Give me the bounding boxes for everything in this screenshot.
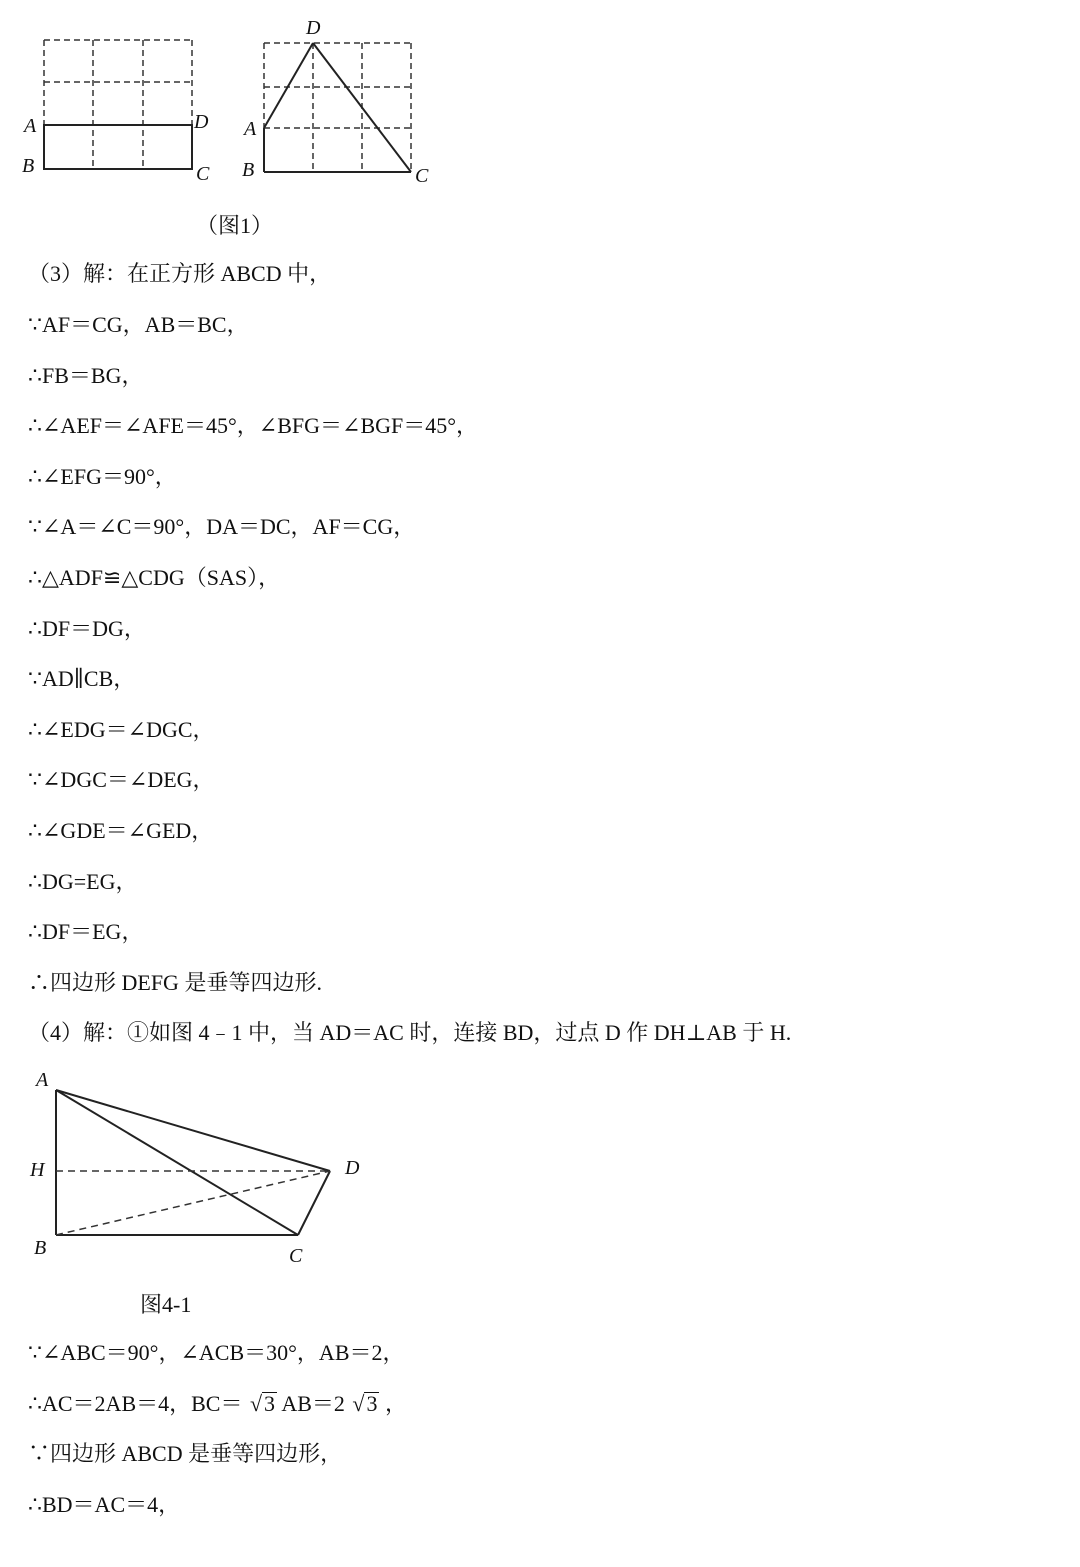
label-d-top: D: [306, 17, 321, 39]
part3-line-4: ∴∠AEF＝∠AFE＝45°，∠BFG＝∠BGF＝45°，: [28, 413, 479, 438]
part3-line-5: ∴∠EFG＝90°，: [28, 464, 177, 489]
part3-line-7: ∴△ADF≌△CDG（SAS），: [28, 565, 281, 590]
part3-line-3: ∴FB＝BG，: [28, 363, 144, 388]
figure-1-diagram: [0, 0, 480, 200]
part3-line-8: ∴DF＝DG，: [28, 616, 146, 641]
label-a: A: [36, 1069, 49, 1091]
label-h: H: [30, 1159, 45, 1181]
part3-line-9: ∵AD∥CB，: [28, 666, 136, 691]
label-b-right: B: [242, 159, 255, 181]
label-a-right: A: [244, 118, 257, 140]
part3-line-15: ∴四边形 DEFG 是垂等四边形.: [28, 970, 322, 995]
part4-line-2: [28, 1390, 407, 1418]
sqrt-three-2: √3: [352, 1391, 378, 1416]
part4-line-3: ∵四边形 ABCD 是垂等四边形，: [28, 1441, 343, 1466]
label-a: A: [24, 115, 37, 137]
right-quadrilateral-abcd: [264, 43, 411, 172]
figure-4-1-diagram: [0, 1060, 400, 1270]
part4-intro: （4）解：①如图 4﹣1 中，当 AD＝AC 时，连接 BD，过点 D 作 DH⊥AB 于 H.: [28, 1020, 792, 1045]
figure-1-caption: （图1）: [196, 213, 274, 238]
left-grid-figure: [44, 40, 192, 169]
left-rectangle-abcd: [44, 125, 192, 169]
part4-line-2-text-b: AB＝2: [281, 1391, 345, 1416]
part3-line-2: ∵AF＝CG，AB＝BC，: [28, 312, 249, 337]
right-grid-figure: [264, 43, 411, 172]
part3-line-1: （3）解：在正方形 ABCD 中，: [28, 261, 332, 286]
part4-line-2-text-c: ，: [384, 1391, 407, 1416]
part3-line-6: ∵∠A＝∠C＝90°，DA＝DC，AF＝CG，: [28, 514, 416, 539]
part3-line-12: ∴∠GDE＝∠GED，: [28, 818, 214, 843]
label-d: D: [194, 111, 209, 133]
part3-line-13: ∴DG=EG，: [28, 869, 138, 894]
part3-line-14: ∴DF＝EG，: [28, 919, 144, 944]
figure-4-1-caption: 图4-1: [140, 1292, 192, 1317]
label-c-right: C: [415, 165, 429, 187]
figure-4-1-solid-lines: [56, 1090, 330, 1235]
label-c: C: [196, 163, 210, 185]
part4-line-1: ∵∠ABC＝90°，∠ACB＝30°，AB＝2，: [28, 1340, 405, 1365]
part3-line-10: ∴∠EDG＝∠DGC，: [28, 717, 215, 742]
label-b: B: [34, 1237, 47, 1259]
part4-line-2-text-a: ∴AC＝2AB＝4，BC＝: [28, 1391, 243, 1416]
figure-4-1-dashed-lines: [56, 1171, 330, 1235]
label-d: D: [345, 1157, 360, 1179]
part4-line-4: ∴BD＝AC＝4，: [28, 1492, 181, 1517]
label-c: C: [289, 1245, 303, 1267]
label-b: B: [22, 155, 35, 177]
part3-line-11: ∵∠DGC＝∠DEG，: [28, 767, 215, 792]
sqrt-three-1: √3: [249, 1391, 276, 1416]
